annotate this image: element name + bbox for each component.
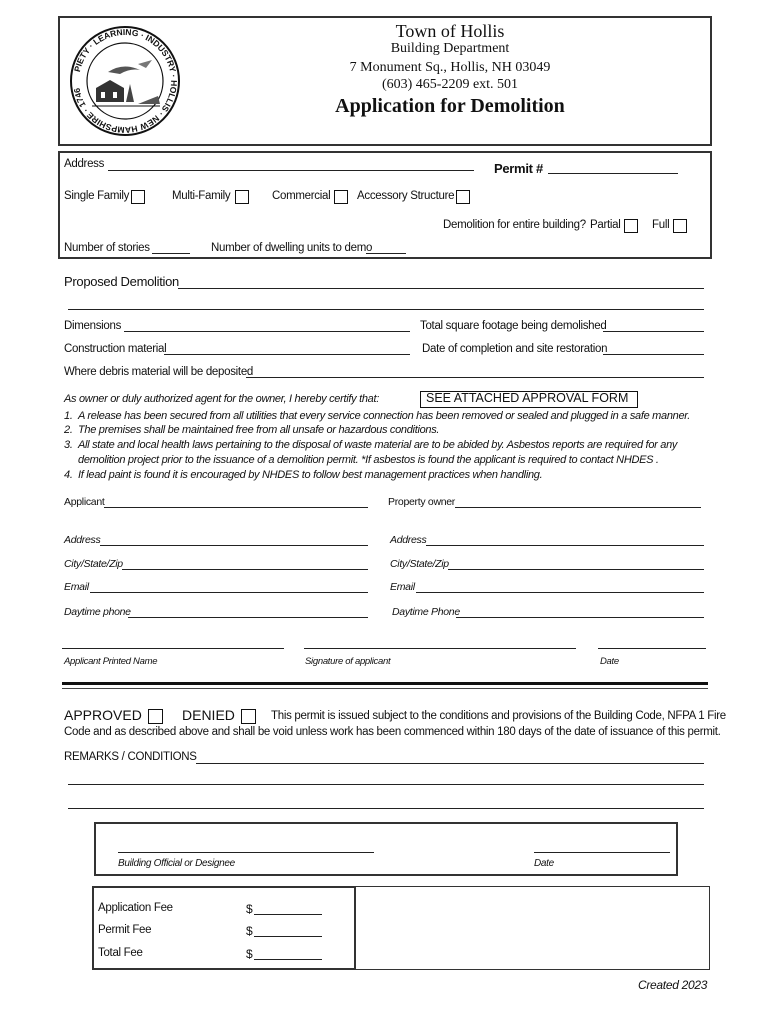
denied-label: DENIED (182, 707, 235, 723)
signature-line[interactable] (304, 648, 576, 649)
permit-label: Permit # (494, 161, 543, 176)
address-field[interactable] (108, 170, 474, 171)
completion-label: Date of completion and site restoration (422, 343, 608, 355)
permit-field[interactable] (548, 173, 678, 174)
signature-label: Signature of applicant (305, 656, 391, 667)
application-fee-dollar: $ (246, 902, 253, 916)
total-sqft-label: Total square footage being demolished (420, 320, 607, 332)
application-fee-field[interactable] (254, 914, 322, 915)
total-fee-label: Total Fee (98, 947, 143, 959)
approved-checkbox[interactable] (148, 709, 163, 724)
applicant-address-label: Address (64, 534, 101, 546)
denied-checkbox[interactable] (241, 709, 256, 724)
single-family-label: Single Family (64, 190, 130, 202)
dimensions-label: Dimensions (64, 320, 122, 332)
permit-fee-field[interactable] (254, 936, 322, 937)
owner-address-label: Address (390, 534, 427, 546)
form-title: Application for Demolition (335, 95, 565, 117)
dwelling-units-field[interactable] (366, 253, 406, 254)
section-divider-thin (62, 688, 708, 689)
permit-fee-label: Permit Fee (98, 924, 152, 936)
town-name: Town of Hollis (395, 21, 505, 41)
cert-num-4: 4. (64, 469, 73, 481)
owner-label: Property owner (388, 496, 455, 508)
department: Building Department (390, 41, 510, 56)
application-fee-label: Application Fee (98, 902, 173, 914)
owner-phone-label: Daytime Phone (392, 606, 460, 618)
created-note: Created 2023 (638, 978, 708, 992)
printed-name-line[interactable] (62, 648, 284, 649)
owner-email-label: Email (390, 581, 415, 593)
attached-form-label: SEE ATTACHED APPROVAL FORM (426, 391, 629, 405)
owner-city-label: City/State/Zip (390, 558, 449, 570)
applicant-email-field[interactable] (90, 592, 368, 593)
owner-field[interactable] (455, 507, 701, 508)
approval-text-1: This permit is issued subject to the conditions and provisions of the Building Code, NFPA 1 Fire (271, 710, 726, 722)
date-line[interactable] (598, 648, 706, 649)
total-fee-field[interactable] (254, 959, 322, 960)
owner-email-field[interactable] (416, 592, 704, 593)
remarks-field-3[interactable] (68, 808, 704, 809)
seal-text: PIETY · LEARNING · INDUSTRY · HOLLIS · NEW HAMPSHIRE · 1746 (71, 26, 180, 136)
entire-building-label: Demolition for entire building? (443, 219, 586, 231)
owner-city-field[interactable] (448, 569, 704, 570)
property-box (58, 151, 712, 259)
dwelling-units-label: Number of dwelling units to demo (211, 242, 373, 254)
cert-num-3: 3. (64, 439, 73, 451)
official-date-label: Date (534, 858, 554, 869)
completion-field[interactable] (603, 354, 704, 355)
partial-label: Partial (590, 219, 621, 231)
dept-phone: (603) 465-2209 ext. 501 (381, 77, 519, 92)
official-label: Building Official or Designee (118, 858, 235, 869)
owner-phone-field[interactable] (456, 617, 704, 618)
remarks-field-2[interactable] (68, 784, 704, 785)
owner-address-field[interactable] (426, 545, 704, 546)
remarks-field[interactable] (196, 763, 704, 764)
applicant-address-field[interactable] (100, 545, 368, 546)
section-divider (62, 682, 708, 685)
multi-family-label: Multi-Family (172, 190, 231, 202)
approved-label: APPROVED (64, 707, 142, 723)
proposed-label: Proposed Demolition (64, 274, 179, 289)
applicant-email-label: Email (64, 581, 89, 593)
printed-name-label: Applicant Printed Name (64, 656, 158, 667)
remarks-label: REMARKS / CONDITIONS (64, 751, 197, 763)
cert-text-2: The premises shall be maintained free from all unsafe or hazardous conditions. (78, 424, 440, 436)
stories-field[interactable] (152, 253, 190, 254)
total-sqft-field[interactable] (603, 331, 704, 332)
address-label: Address (64, 158, 105, 170)
cert-num-1: 1. (64, 410, 73, 422)
official-date-line[interactable] (534, 852, 670, 853)
debris-field[interactable] (246, 377, 704, 378)
debris-label: Where debris material will be deposited (64, 366, 254, 378)
town-seal (68, 24, 182, 138)
dept-address: 7 Monument Sq., Hollis, NH 03049 (349, 60, 551, 75)
official-signature-line[interactable] (118, 852, 374, 853)
applicant-phone-label: Daytime phone (64, 606, 131, 618)
permit-fee-dollar: $ (246, 924, 253, 938)
stories-label: Number of stories (64, 242, 150, 254)
accessory-label: Accessory Structure (357, 190, 455, 202)
cert-num-2: 2. (64, 424, 73, 436)
cert-text-4: If lead paint is found it is encouraged by NHDES to follow best management practices when handling. (78, 469, 543, 481)
cert-intro: As owner or duly authorized agent for the owner, I hereby certify that: (64, 393, 379, 405)
accessory-checkbox[interactable] (456, 190, 470, 204)
single-family-checkbox[interactable] (131, 190, 145, 204)
construction-field[interactable] (164, 354, 410, 355)
multi-family-checkbox[interactable] (235, 190, 249, 204)
applicant-field[interactable] (104, 507, 368, 508)
applicant-city-label: City/State/Zip (64, 558, 123, 570)
approval-text-2: Code and as described above and shall be void unless work has been commenced within 180 days of the date of issuance of this permit. (64, 726, 721, 738)
applicant-city-field[interactable] (122, 569, 368, 570)
total-fee-dollar: $ (246, 947, 253, 961)
full-checkbox[interactable] (673, 219, 687, 233)
partial-checkbox[interactable] (624, 219, 638, 233)
cert-text-3b: demolition project prior to the issuance of a demolition permit. *If asbestos is found the applicant is required to contact NHDES . (78, 454, 659, 466)
full-label: Full (652, 219, 670, 231)
applicant-phone-field[interactable] (128, 617, 368, 618)
cert-text-1: A release has been secured from all utilities that every service connection has been removed or sealed and plugged in a safe manner. (78, 410, 691, 422)
stamp-box (354, 886, 710, 970)
proposed-field-2[interactable] (68, 309, 704, 310)
proposed-field[interactable] (178, 288, 704, 289)
dimensions-field[interactable] (124, 331, 410, 332)
construction-label: Construction material (64, 343, 167, 355)
cert-text-3: All state and local health laws pertaining to the disposal of waste material are to be abided by. Asbestos reports are required for any (78, 439, 678, 451)
commercial-checkbox[interactable] (334, 190, 348, 204)
commercial-label: Commercial (272, 190, 331, 202)
date-label: Date (600, 656, 619, 667)
applicant-label: Applicant (64, 496, 105, 508)
